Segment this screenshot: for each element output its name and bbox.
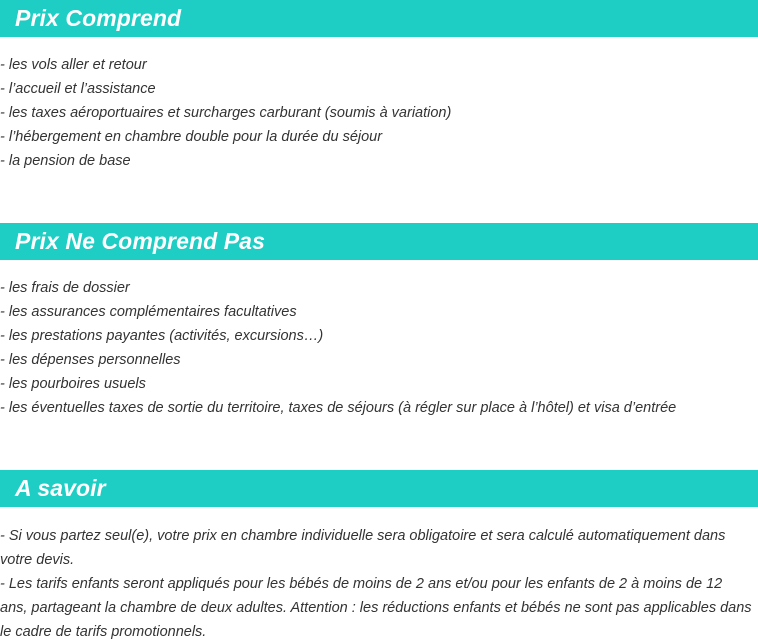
included-list — [0, 53, 758, 173]
list-item: - l’hébergement en chambre double pour la durée du séjour — [0, 129, 383, 145]
list-item: - les prestations payantes (activités, excursions…) — [0, 328, 324, 344]
section-header — [0, 0, 758, 37]
list-item: - les frais de dossier — [0, 280, 130, 296]
list-item: - l’accueil et l’assistance — [0, 81, 156, 97]
list-item: - les vols aller et retour — [0, 57, 147, 73]
list-item: - les éventuelles taxes de sortie du territoire, taxes de séjours (à régler sur place à l’hôtel) et visa d’entrée — [0, 400, 677, 416]
section-prix-comprend — [0, 0, 758, 173]
section-a-savoir — [0, 470, 758, 644]
list-item: - Si vous partez seul(e), votre prix en chambre individuelle sera obligatoire et sera calculé automatiquement dans votre devis. — [0, 528, 726, 568]
list-item: - les dépenses personnelles — [0, 352, 181, 368]
list-item: - les taxes aéroportuaires et surcharges carburant (soumis à variation) — [0, 105, 452, 121]
info-list — [0, 524, 758, 644]
section-title: Prix Comprend — [15, 5, 182, 31]
list-item: - la pension de base — [0, 153, 131, 169]
list-item: - Les tarifs enfants seront appliqués pour les bébés de moins de 2 ans et/ou pour les enfants de 2 à moins de 12 ans, partageant la chambre de deux adultes. Attention : les réductions enfants et bébés ne sont pas applicables dans le cadre de tarifs promotionnels. — [0, 576, 752, 640]
section-title: A savoir — [15, 475, 106, 501]
list-item: - les pourboires usuels — [0, 376, 146, 392]
section-title: Prix Ne Comprend Pas — [15, 228, 265, 254]
section-header — [0, 223, 758, 260]
excluded-list — [0, 276, 758, 420]
list-item: - les assurances complémentaires facultatives — [0, 304, 297, 320]
section-header — [0, 470, 758, 507]
section-prix-ne-comprend-pas — [0, 223, 758, 420]
